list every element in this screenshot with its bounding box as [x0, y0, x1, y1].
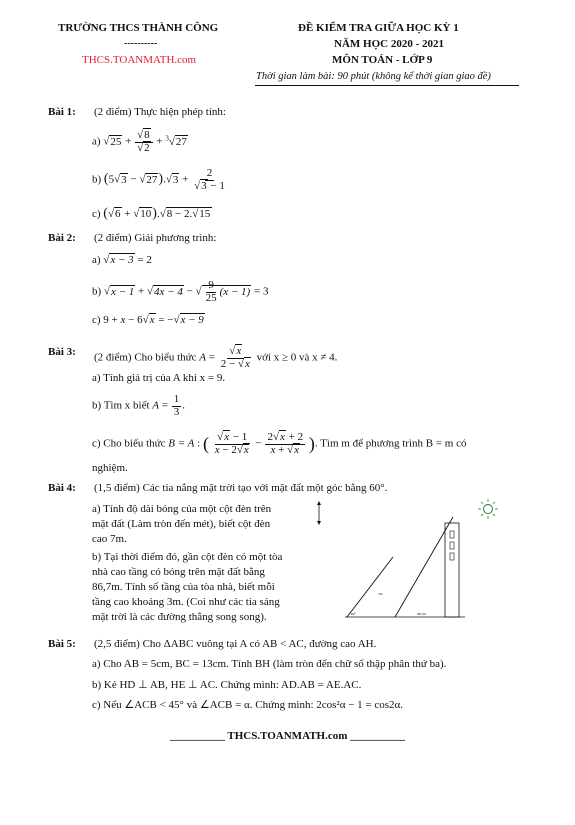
- site-link[interactable]: THCS.TOANMATH.com: [82, 54, 197, 66]
- bai3-c: c) Cho biểu thức B = A : ( $\frac{√x - 1}{x - 2√x}$ − $\frac{2√x + 2}{x + √x}$ ). Tìm m để phương trình B = m có: [92, 431, 467, 456]
- arrow-down-icon: [317, 521, 321, 525]
- bai2-label: Bài 2:: [48, 232, 76, 244]
- bai1-c: c) (√6 + √10).√8 − 2.√15: [92, 206, 211, 221]
- bai4-a: a) Tính độ dài bóng của một cột đèn trên mặt đất (Làm tròn đến mét), biết cột đèn cao 7m.: [92, 503, 272, 545]
- bai2-intro: (2 điểm) Giải phương trình:: [94, 232, 217, 244]
- sun-ray-building: [395, 517, 453, 617]
- fig-label-angle: 60°: [351, 612, 356, 616]
- bai5-c: c) Nếu ∠ACB < 45° và ∠ACB = α. Chứng minh: 2cos²α − 1 = cos2α.: [92, 699, 404, 711]
- bai1-label: Bài 1:: [48, 106, 76, 118]
- bai2-b: b) √x − 1 + √4x − 4 − √ $\frac{9}{25}$ (x − 1) = 3: [92, 279, 269, 304]
- bai5-label: Bài 5:: [48, 638, 76, 650]
- bai5-b: b) Kẻ HD ⊥ AB, HE ⊥ AC. Chứng minh: AD.AB = AE.AC.: [92, 679, 362, 691]
- bai3-label: Bài 3:: [48, 346, 76, 358]
- bai1-a: a) √25 + $\frac{√8}{√2}$ + $^3$√27: [92, 129, 187, 154]
- school-year: NĂM HỌC 2020 - 2021: [334, 38, 444, 50]
- bai5-a: a) Cho AB = 5cm, BC = 13cm. Tính BH (làm tròn đến chữ số thập phân thứ ba).: [92, 658, 447, 670]
- school-name: TRƯỜNG THCS THÀNH CÔNG: [58, 22, 219, 34]
- bai2-a: a) √x − 3 = 2: [92, 254, 152, 266]
- page-footer: __________ THCS.TOANMATH.com __________: [169, 730, 406, 742]
- subject: MÔN TOÁN - LỚP 9: [332, 54, 433, 66]
- building: [445, 523, 459, 617]
- sun-icon: [484, 505, 493, 514]
- bai3-b: b) Tìm x biết A = $\frac{1}{3}$ .: [92, 393, 185, 418]
- exam-title: ĐỀ KIỂM TRA GIỮA HỌC KỲ 1: [298, 22, 459, 34]
- fig-label-pole: 7m: [378, 592, 383, 596]
- arrow-up-icon: [317, 501, 321, 505]
- bai4-intro: (1,5 điểm) Các tia nắng mặt trời tạo với mặt đất một góc bằng 60°.: [94, 482, 388, 494]
- bai2-c: c) 9 + x − 6√x = −√x − 9: [92, 314, 204, 326]
- bai3-c-end: nghiệm.: [92, 462, 128, 474]
- bai1-b: b) (5√3 − √27).√3 + $\frac{2}{√3 - 1}$: [92, 167, 225, 192]
- bai4-figure: [305, 495, 520, 625]
- bai4-label: Bài 4:: [48, 482, 76, 494]
- bai3-a: a) Tính giá trị của A khi x = 9.: [92, 372, 226, 384]
- bai3-intro: (2 điểm) Cho biểu thức A = $\frac{√x}{2 - √x}$ với x ≥ 0 và x ≠ 4.: [94, 345, 338, 370]
- header-dashes: ----------: [124, 38, 158, 49]
- bai1-intro: (2 điểm) Thực hiện phép tính:: [94, 106, 226, 118]
- header-rule: [255, 85, 519, 86]
- fig-label-shadow: 86,7m: [417, 612, 426, 616]
- bai5-intro: (2,5 điểm) Cho ΔABC vuông tại A có AB < AC, đường cao AH.: [94, 638, 377, 650]
- sun-ray-pole: [347, 557, 393, 617]
- bai4-b: b) Tại thời điểm đó, gần cột đèn có một tòa nhà cao tầng có bóng trên mặt đất bằng 86,7m. Tính số tầng của tòa nhà, biết mỗi tầng cao khoảng 3m. (Coi như các tia sáng mặt trời là các đường thẳng song song).: [92, 551, 283, 623]
- time-note: Thời gian làm bài: 90 phút (không kể thời gian giao đề): [256, 71, 491, 82]
